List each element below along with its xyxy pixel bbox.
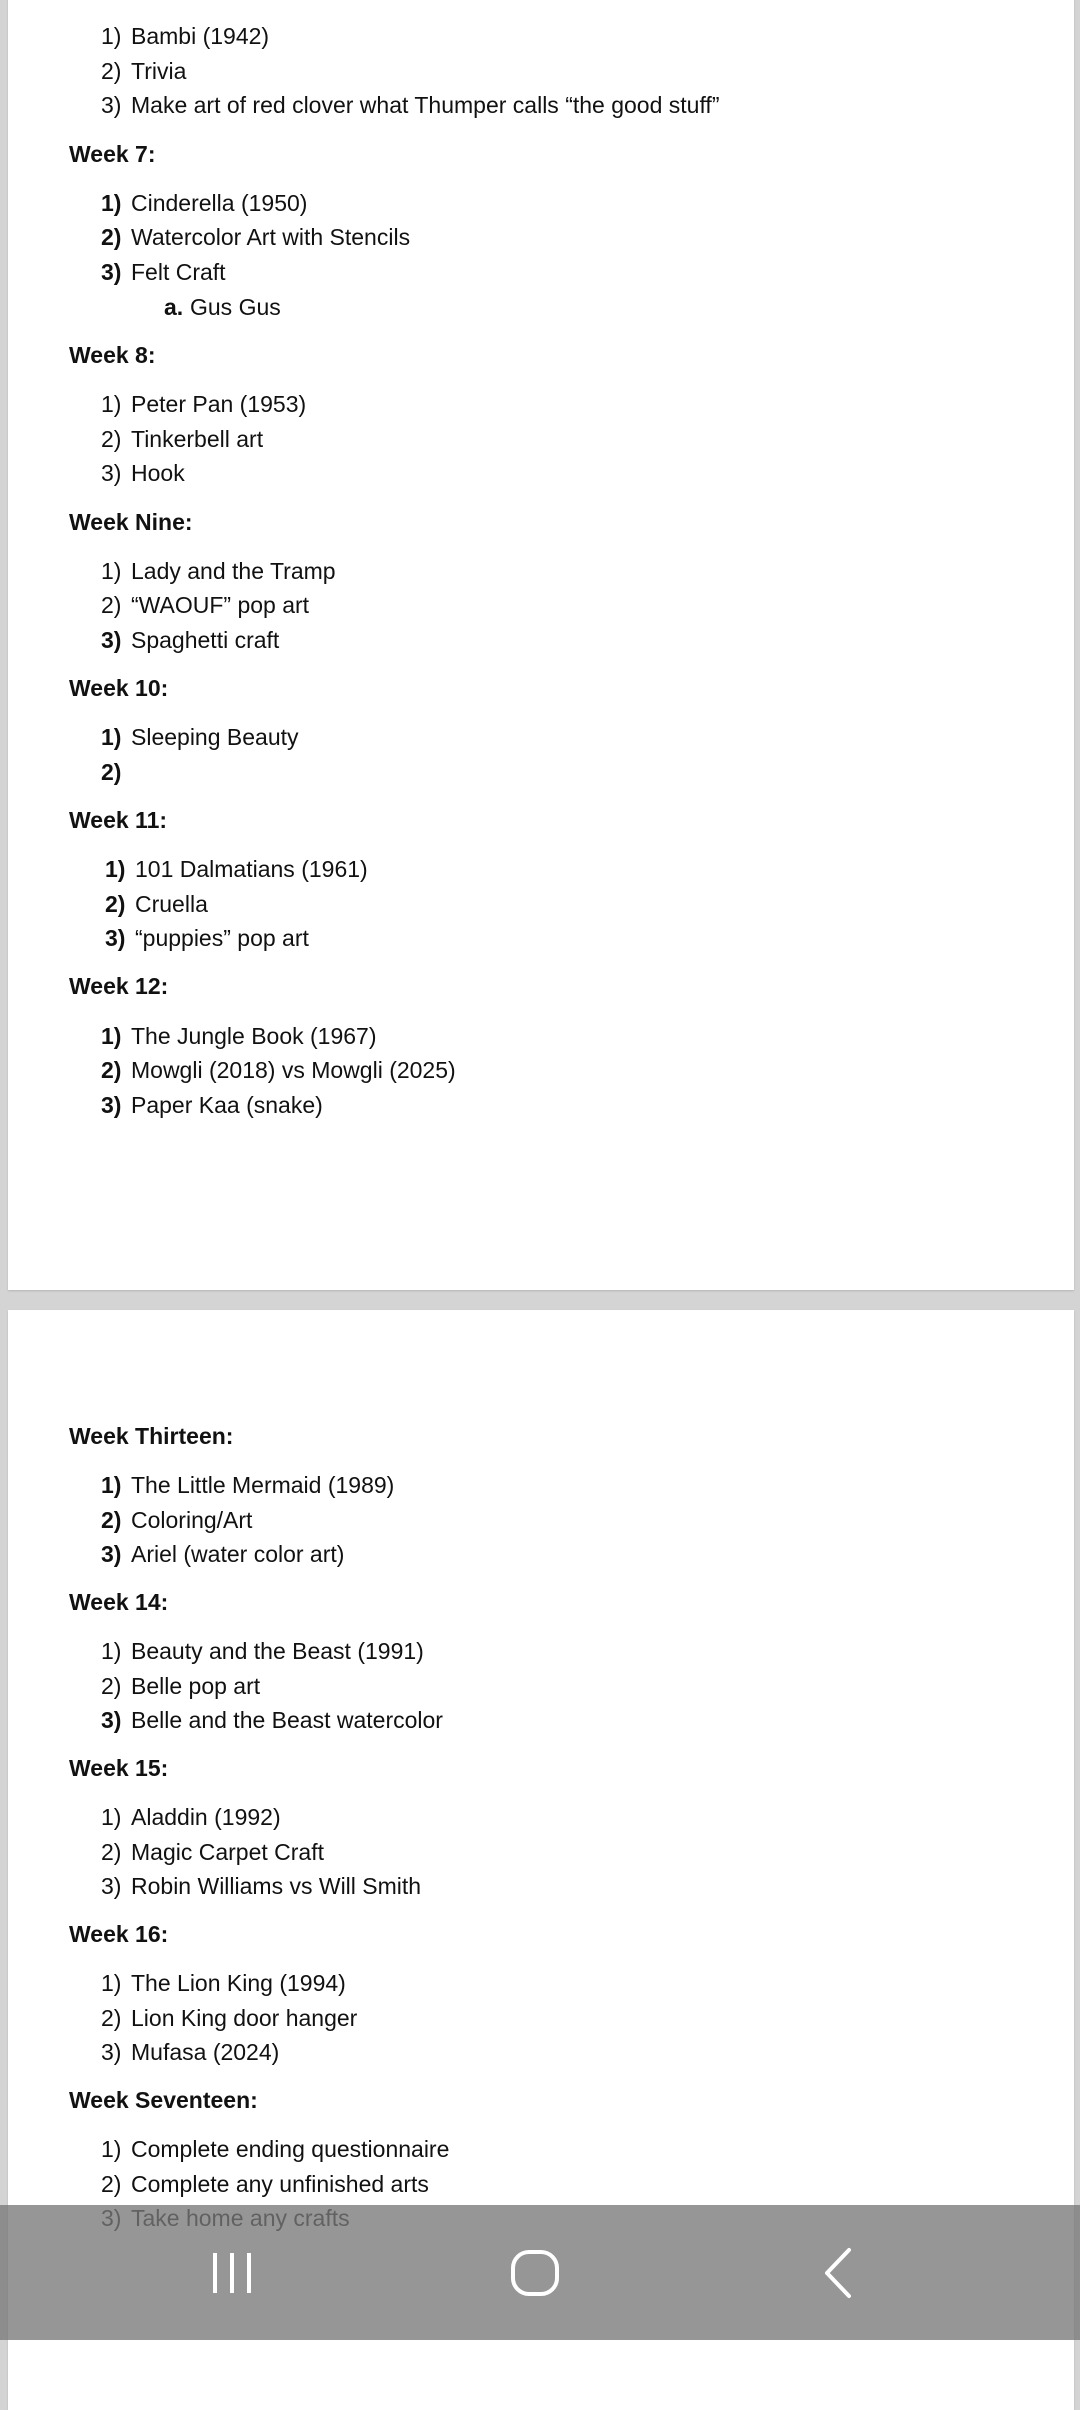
list-item: 1) Bambi (1942) xyxy=(101,23,270,49)
list-item: 3) Make art of red clover what Thumper calls “the good stuff” xyxy=(101,92,720,118)
list-item: 2) Mowgli (2018) vs Mowgli (2025) xyxy=(101,1057,456,1083)
list-item: 2) Lion King door hanger xyxy=(101,2005,358,2031)
week-heading: Week 10: xyxy=(69,675,169,701)
document-page-1[interactable] xyxy=(8,0,1074,1290)
list-item: 2) Belle pop art xyxy=(101,1673,261,1699)
list-item: 1) Sleeping Beauty xyxy=(101,724,299,750)
back-icon xyxy=(821,2247,855,2299)
week-heading: Week Thirteen: xyxy=(69,1423,234,1449)
list-item: 2) xyxy=(101,759,122,785)
home-icon xyxy=(510,2248,560,2298)
week-heading: Week 15: xyxy=(69,1755,169,1781)
recent-apps-icon xyxy=(209,2250,255,2296)
list-item: 2) Complete any unfinished arts xyxy=(101,2171,429,2197)
list-item: 2) Cruella xyxy=(105,891,208,917)
list-item: 2) Watercolor Art with Stencils xyxy=(101,224,411,250)
list-item: 3) Ariel (water color art) xyxy=(101,1541,345,1567)
list-item: 2) Tinkerbell art xyxy=(101,426,264,452)
list-item: 3) Robin Williams vs Will Smith xyxy=(101,1873,422,1899)
list-item: 3) Felt Craft xyxy=(101,259,226,285)
list-item: 3) Mufasa (2024) xyxy=(101,2039,280,2065)
list-item: 1) The Lion King (1994) xyxy=(101,1970,346,1996)
list-item: 2) “WAOUF” pop art xyxy=(101,592,310,618)
week-heading: Week 12: xyxy=(69,973,169,999)
list-item: 2) Coloring/Art xyxy=(101,1507,253,1533)
week-heading: Week 8: xyxy=(69,342,156,368)
list-item: 3) “puppies” pop art xyxy=(105,925,309,951)
list-item: 1) Cinderella (1950) xyxy=(101,190,308,216)
list-item: 1) 101 Dalmatians (1961) xyxy=(105,856,368,882)
list-item: 1) The Little Mermaid (1989) xyxy=(101,1472,395,1498)
week-heading: Week 11: xyxy=(69,807,168,833)
list-item: 3) Paper Kaa (snake) xyxy=(101,1092,323,1118)
home-button[interactable] xyxy=(455,2205,615,2340)
list-item: 2) Trivia xyxy=(101,58,187,84)
list-item: 1) Lady and the Tramp xyxy=(101,558,336,584)
list-item: 3) Belle and the Beast watercolor xyxy=(101,1707,443,1733)
recent-apps-button[interactable] xyxy=(152,2205,312,2340)
list-item: 3) Hook xyxy=(101,460,185,486)
week-heading: Week 7: xyxy=(69,141,156,167)
system-navigation-bar xyxy=(0,2205,1080,2340)
list-item: 3) Spaghetti craft xyxy=(101,627,280,653)
list-item: 1) Complete ending questionnaire xyxy=(101,2136,450,2162)
list-item: 1) Aladdin (1992) xyxy=(101,1804,281,1830)
week-heading: Week 14: xyxy=(69,1589,169,1615)
list-item: 1) Peter Pan (1953) xyxy=(101,391,307,417)
back-button[interactable] xyxy=(758,2205,918,2340)
week-heading: Week Nine: xyxy=(69,509,193,535)
week-heading: Week Seventeen: xyxy=(69,2087,258,2113)
list-item: 1) Beauty and the Beast (1991) xyxy=(101,1638,424,1664)
list-item: 1) The Jungle Book (1967) xyxy=(101,1023,377,1049)
sub-list-item: a. Gus Gus xyxy=(164,294,281,320)
list-item: 2) Magic Carpet Craft xyxy=(101,1839,325,1865)
week-heading: Week 16: xyxy=(69,1921,169,1947)
